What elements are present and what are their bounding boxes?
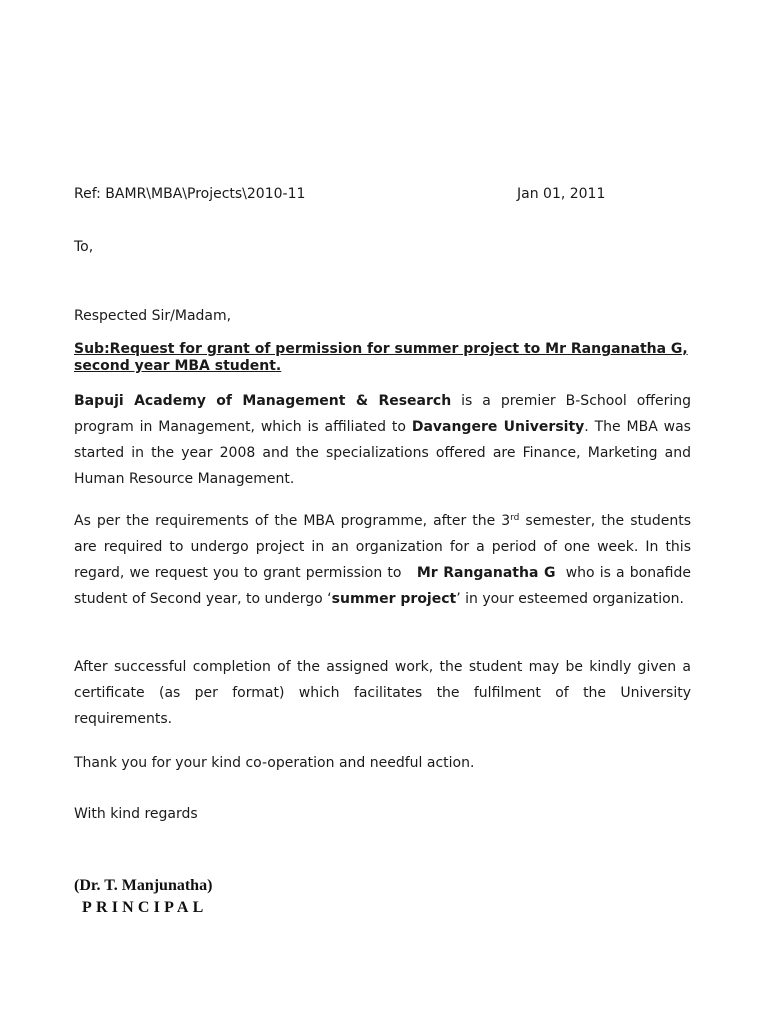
- para2-text-3: who is a bonafide student of Second year, to undergo ‘: [74, 565, 691, 607]
- university-name: Davangere University: [411, 419, 585, 435]
- subject-line: [74, 341, 694, 375]
- subject-line-1: Sub:Request for grant of permission for summer project to Mr Ranganatha G,: [74, 341, 688, 357]
- closing-line: With kind regards: [74, 806, 198, 822]
- recipient-to: To,: [74, 239, 94, 255]
- student-name: Mr Ranganatha G: [416, 565, 556, 581]
- para2-text-4: ’ in your esteemed organization.: [456, 591, 684, 607]
- para2-text-1: As per the requirements of the MBA programme, after the 3: [74, 513, 511, 529]
- paragraph-certificate: After successful completion of the assigned work, the student may be kindly given a certificate (as per format) which facilitates the fulfilment of the University requirements.: [74, 659, 691, 727]
- project-type: summer project: [331, 591, 457, 607]
- subject-line-2: second year MBA student.: [74, 358, 282, 374]
- paragraph-request: [74, 508, 691, 612]
- salutation: Respected Sir/Madam,: [74, 308, 232, 324]
- thanks-line: Thank you for your kind co-operation and needful action.: [74, 755, 475, 771]
- para1-text-1: is a premier B-School offering program in Management, which is affiliated to: [74, 393, 691, 435]
- reference-number: Ref: BAMR\MBA\Projects\2010-11: [74, 186, 306, 202]
- paragraph-institution: [74, 388, 691, 492]
- letter-date: Jan 01, 2011: [517, 186, 606, 202]
- signer-title: PRINCIPAL: [82, 899, 208, 916]
- reference-line: [74, 185, 614, 203]
- para1-text-2: . The MBA was started in the year 2008 and the specializations offered are Finance, Marketing and Human Resource Management.: [74, 419, 691, 487]
- para2-text-2: semester, the students are required to undergo project in an organization for a period of one week. In this regard, we request you to grant permission to: [74, 513, 692, 581]
- institution-name: Bapuji Academy of Management & Research: [74, 393, 452, 409]
- ordinal-suffix: rd: [510, 513, 520, 523]
- signer-name: (Dr. T. Manjunatha): [74, 877, 213, 894]
